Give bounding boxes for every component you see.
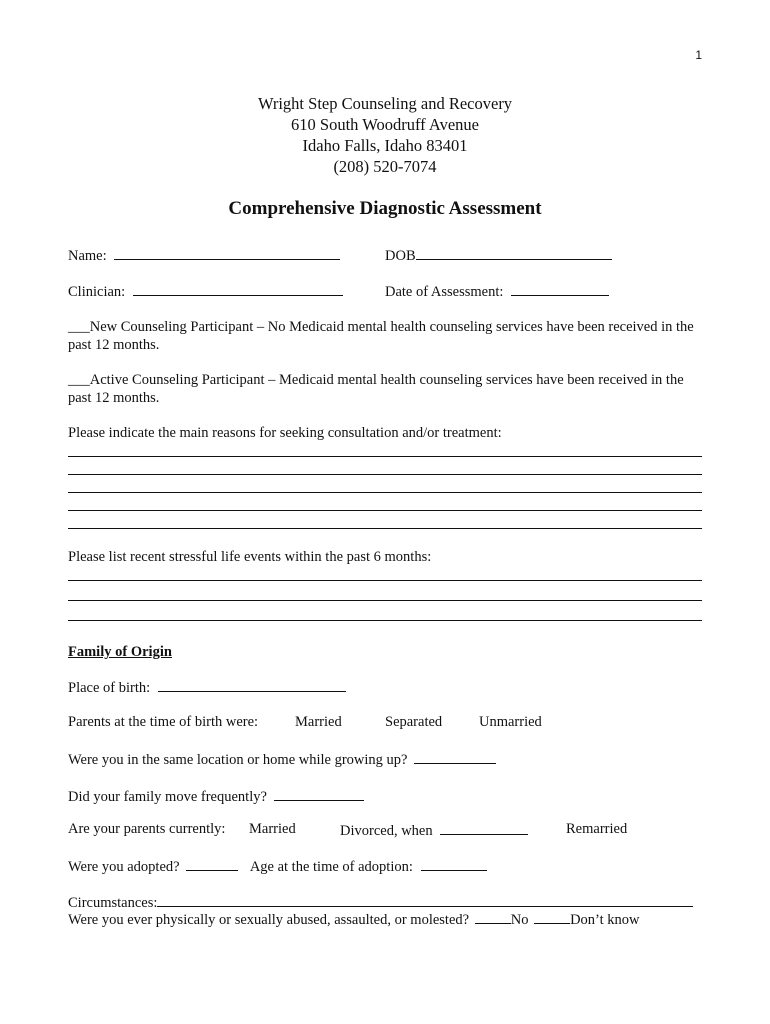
org-street: 610 South Woodruff Avenue bbox=[291, 115, 479, 134]
abuse-dont-know-blank[interactable] bbox=[534, 910, 570, 924]
date-assessment-label: Date of Assessment: bbox=[385, 284, 504, 300]
divorced-when-field[interactable] bbox=[440, 821, 528, 835]
option-separated[interactable]: Separated bbox=[385, 714, 443, 730]
move-frequently-field[interactable] bbox=[274, 787, 364, 801]
circumstances-label: Circumstances: bbox=[68, 895, 158, 911]
same-location-label: Were you in the same location or home while growing up? bbox=[68, 752, 408, 768]
name-field[interactable] bbox=[114, 246, 340, 260]
age-adoption-label: Age at the time of adoption: bbox=[249, 859, 413, 875]
reasons-line-4[interactable] bbox=[68, 510, 702, 511]
family-of-origin-heading: Family of Origin bbox=[68, 644, 172, 660]
abuse-no-blank[interactable] bbox=[475, 910, 511, 924]
page-number: 1 bbox=[695, 48, 702, 62]
name-label: Name: bbox=[68, 248, 107, 264]
option-unmarried[interactable]: Unmarried bbox=[479, 714, 542, 730]
divorced-row bbox=[340, 821, 528, 840]
option-currently-married[interactable]: Married bbox=[249, 821, 296, 837]
reasons-line-1[interactable] bbox=[68, 456, 702, 457]
org-phone: (208) 520-7074 bbox=[333, 157, 437, 176]
abuse-question: Were you ever physically or sexually abused, assaulted, or molested? bbox=[68, 912, 470, 928]
option-active-participant[interactable]: ___Active Counseling Participant – Medicaid mental health counseling services have been received in the past 12 months. bbox=[68, 372, 684, 406]
clinician-label: Clinician: bbox=[68, 284, 126, 300]
form-title: Comprehensive Diagnostic Assessment bbox=[228, 198, 542, 219]
abuse-no-label: No bbox=[510, 912, 529, 928]
place-of-birth-label: Place of birth: bbox=[68, 680, 151, 696]
abuse-row bbox=[68, 910, 640, 929]
parents-currently-label: Are your parents currently: bbox=[68, 821, 226, 837]
name-row bbox=[68, 246, 340, 265]
date-assessment-field[interactable] bbox=[511, 282, 609, 296]
place-of-birth-row bbox=[68, 678, 346, 697]
same-location-field[interactable] bbox=[414, 750, 496, 764]
age-adoption-field[interactable] bbox=[421, 857, 487, 871]
events-line-1[interactable] bbox=[68, 580, 702, 581]
place-of-birth-field[interactable] bbox=[158, 678, 346, 692]
abuse-dont-know-label: Don’t know bbox=[570, 912, 640, 928]
events-line-2[interactable] bbox=[68, 600, 702, 601]
option-new-participant[interactable]: ___New Counseling Participant – No Medicaid mental health counseling services have been received in the past 12 months. bbox=[68, 319, 694, 353]
reasons-prompt: Please indicate the main reasons for seeking consultation and/or treatment: bbox=[68, 425, 502, 441]
move-frequently-row bbox=[68, 787, 364, 806]
org-name: Wright Step Counseling and Recovery bbox=[257, 94, 513, 113]
stressful-events-prompt: Please list recent stressful life events within the past 6 months: bbox=[68, 549, 432, 565]
reasons-line-2[interactable] bbox=[68, 474, 702, 475]
option-married[interactable]: Married bbox=[295, 714, 342, 730]
reasons-line-3[interactable] bbox=[68, 492, 702, 493]
adopted-label: Were you adopted? bbox=[68, 859, 180, 875]
org-city: Idaho Falls, Idaho 83401 bbox=[302, 136, 468, 155]
letterhead bbox=[0, 93, 770, 177]
move-frequently-label: Did your family move frequently? bbox=[68, 789, 267, 805]
option-divorced[interactable]: Divorced, when bbox=[340, 823, 433, 839]
option-remarried[interactable]: Remarried bbox=[566, 821, 628, 837]
clinician-row bbox=[68, 282, 343, 301]
dob-field[interactable] bbox=[416, 246, 612, 260]
circumstances-field[interactable] bbox=[157, 893, 693, 907]
clinician-field[interactable] bbox=[133, 282, 343, 296]
adopted-row bbox=[68, 857, 487, 876]
date-assessment-row bbox=[385, 282, 609, 301]
same-location-row bbox=[68, 750, 496, 769]
reasons-line-5[interactable] bbox=[68, 528, 702, 529]
events-line-3[interactable] bbox=[68, 620, 702, 621]
parents-at-birth-label: Parents at the time of birth were: bbox=[68, 714, 259, 730]
dob-label: DOB bbox=[385, 248, 416, 264]
dob-row bbox=[385, 246, 612, 265]
adopted-field[interactable] bbox=[186, 857, 238, 871]
